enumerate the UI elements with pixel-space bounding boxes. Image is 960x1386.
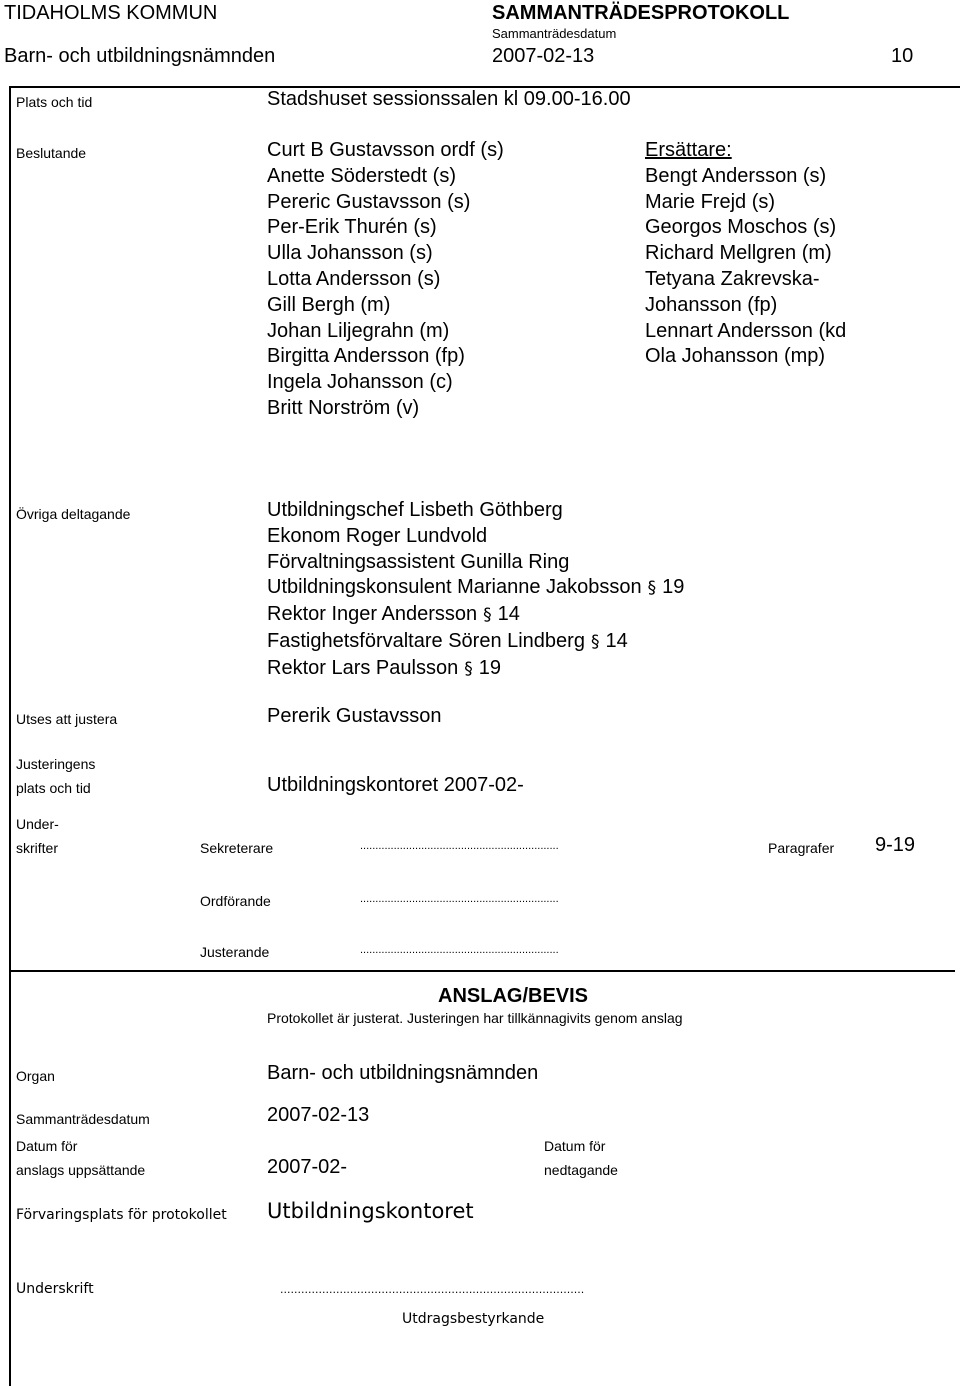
anslag-note: Protokollet är justerat. Justeringen har tillkännagivits genom anslag (267, 1010, 683, 1026)
substitute-item: Lennart Andersson (kd (645, 319, 847, 342)
participant-item (267, 498, 684, 524)
page-number: 10 (891, 45, 914, 67)
uppsattande-label-2: anslags uppsättande (16, 1162, 146, 1178)
ovriga-label: Övriga deltagande (16, 506, 131, 522)
participant-text: Utbildningschef Lisbeth Göthberg (267, 499, 563, 521)
substitute-item: Georgos Moschos (s) (645, 216, 837, 239)
underskrifter-label-1: Under- (16, 816, 59, 832)
ordforande-label: Ordförande (200, 893, 271, 909)
document-title: SAMMANTRÄDESPROTOKOLL (492, 2, 790, 24)
substitute-item: Ola Johansson (mp) (645, 345, 826, 368)
plats-label: Plats och tid (16, 94, 93, 110)
section-number: 19 (662, 576, 685, 599)
uppsattande-label-1: Datum för (16, 1138, 78, 1154)
participant-text: Rektor Inger Andersson (267, 603, 478, 626)
member-item: Per-Erik Thurén (s) (267, 216, 437, 239)
substitute-item: Bengt Andersson (s) (645, 164, 827, 187)
paragrafer-value: 9-19 (875, 834, 916, 856)
nedtagande-label-2: nedtagande (544, 1162, 618, 1178)
member-item: Pereric Gustavsson (s) (267, 190, 471, 213)
participant-text: Förvaltningsassistent Gunilla Ring (267, 550, 570, 573)
section-symbol: § (464, 658, 473, 679)
participant-text: Rektor Lars Paulsson (267, 656, 459, 679)
justerande-label: Justerande (200, 944, 270, 960)
forvaring-value: Utbildningskontoret (267, 1199, 474, 1223)
substitute-item: Richard Mellgren (m) (645, 242, 832, 265)
member-item: Anette Söderstedt (s) (267, 164, 456, 187)
member-item: Britt Norström (v) (267, 396, 420, 419)
participant-text: Ekonom Roger Lundvold (267, 524, 488, 547)
nedtagande-label-1: Datum för (544, 1138, 606, 1154)
ordforande-signature-line: ................................................................. (360, 893, 559, 905)
section-number: 19 (478, 656, 501, 679)
left-margin-line (9, 88, 11, 1386)
participant-text: Utbildningskonsulent Marianne Jakobsson (267, 576, 642, 599)
member-item: Ingela Johansson (c) (267, 371, 453, 394)
municipality-name: TIDAHOLMS KOMMUN (4, 2, 218, 24)
beslutande-label: Beslutande (16, 145, 87, 161)
other-participants-list (267, 498, 684, 683)
organ-value: Barn- och utbildningsnämnden (267, 1062, 539, 1084)
members-list (267, 138, 504, 422)
section-symbol: § (590, 631, 600, 652)
participant-item (267, 629, 684, 656)
participant-item (267, 524, 684, 550)
date-caption: Sammanträdesdatum (492, 26, 617, 41)
substitute-item: Marie Frejd (s) (645, 190, 776, 213)
underskrift-signature-line: ....................................................................................... (280, 1283, 585, 1296)
justera-value: Pererik Gustavsson (267, 705, 442, 727)
member-item: Gill Bergh (m) (267, 293, 391, 316)
member-item: Ulla Johansson (s) (267, 242, 433, 265)
organ-label: Organ (16, 1068, 55, 1084)
section-symbol: § (483, 605, 492, 626)
utdragsbestyrkande-label: Utdragsbestyrkande (402, 1311, 545, 1327)
member-item: Lotta Andersson (s) (267, 267, 441, 290)
justera-label: Utses att justera (16, 711, 118, 727)
justerande-signature-line: ................................................................. (360, 944, 559, 956)
justeringens-label-1: Justeringens (16, 756, 96, 772)
underskrifter-label-2: skrifter (16, 840, 58, 856)
plats-value: Stadshuset sessionssalen kl 09.00-16.00 (267, 88, 631, 110)
anslag-divider (9, 970, 955, 972)
section-number: 14 (605, 629, 628, 652)
anslag-title: ANSLAG/BEVIS (438, 985, 589, 1007)
uppsattande-value: 2007-02- (267, 1156, 348, 1178)
underskrift-label: Underskrift (16, 1281, 94, 1297)
forvaring-label: Förvaringsplats för protokollet (16, 1207, 227, 1223)
justeringens-label-2: plats och tid (16, 780, 91, 796)
participant-item (267, 656, 684, 683)
member-item: Curt B Gustavsson ordf (s) (267, 139, 504, 161)
substitute-item: Tetyana Zakrevska- (645, 267, 820, 290)
participant-item (267, 602, 684, 629)
datum-value: 2007-02-13 (267, 1104, 370, 1126)
section-symbol: § (647, 578, 657, 599)
sekreterare-label: Sekreterare (200, 840, 274, 856)
sekreterare-signature-line: ................................................................. (360, 840, 559, 852)
participant-text: Fastighetsförvaltare Sören Lindberg (267, 629, 585, 652)
member-item: Johan Liljegrahn (m) (267, 319, 450, 342)
section-number: 14 (497, 603, 520, 626)
substitute-item: Johansson (fp) (645, 293, 778, 316)
substitutes-list (645, 138, 846, 370)
substitutes-heading: Ersättare: (645, 139, 732, 161)
board-name: Barn- och utbildningsnämnden (4, 45, 276, 67)
meeting-date: 2007-02-13 (492, 45, 595, 67)
member-item: Birgitta Andersson (fp) (267, 345, 465, 368)
datum-label: Sammanträdesdatum (16, 1111, 150, 1127)
paragrafer-label: Paragrafer (768, 840, 835, 856)
participant-item (267, 575, 684, 602)
participant-item (267, 550, 684, 576)
justeringens-value: Utbildningskontoret 2007-02- (267, 774, 524, 796)
